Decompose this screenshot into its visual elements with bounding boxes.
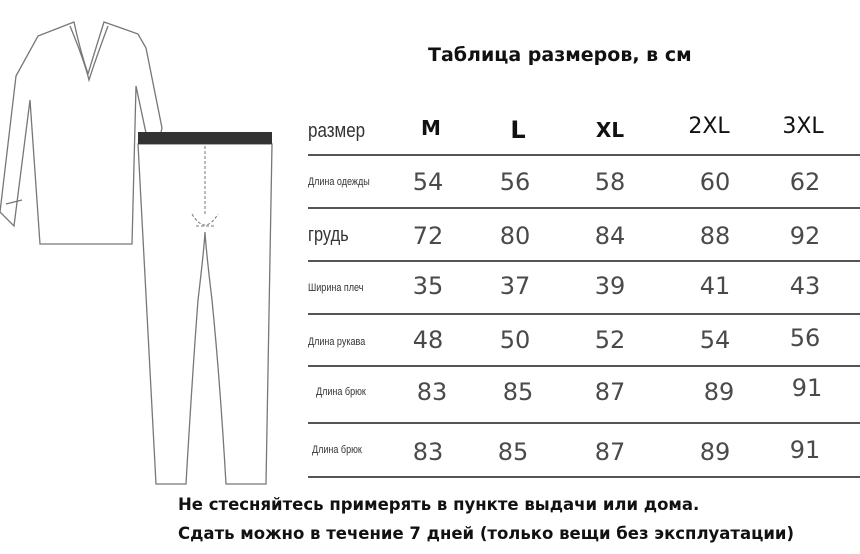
table-cell: 89 (703, 378, 735, 406)
size-2xl: 2XL (688, 114, 730, 139)
table-row (308, 314, 860, 366)
table-cell: 85 (502, 378, 534, 406)
size-header-label: размер (308, 120, 366, 142)
table-cell: 88 (699, 222, 731, 250)
table-cell: 62 (789, 168, 821, 196)
size-3xl: 3XL (782, 114, 824, 139)
footer-line-1: Не стесняйтесь примерять в пункте выдачи или дома. (178, 495, 700, 514)
table-cell: 85 (497, 438, 529, 466)
table-cell: 48 (412, 326, 444, 354)
row-label: Длина одежды (308, 176, 370, 188)
row-divider (308, 476, 860, 478)
table-row (308, 366, 860, 424)
table-row (308, 208, 860, 260)
row-label: грудь (308, 224, 349, 246)
table-cell: 50 (499, 326, 531, 354)
table-cell: 92 (789, 222, 821, 250)
table-cell: 43 (789, 272, 821, 300)
table-cell: 89 (699, 438, 731, 466)
table-cell: 87 (594, 378, 626, 406)
row-label: Длина брюк (312, 444, 362, 456)
table-cell: 39 (594, 272, 626, 300)
table-cell: 56 (499, 168, 531, 196)
table-cell: 84 (594, 222, 626, 250)
table-row (308, 260, 860, 312)
size-xl: XL (595, 118, 625, 142)
table-cell: 87 (594, 438, 626, 466)
table-cell: 56 (789, 324, 821, 352)
garment-illustration (0, 0, 300, 500)
leggings-icon (138, 132, 272, 484)
table-cell: 80 (499, 222, 531, 250)
row-label: Ширина плеч (308, 282, 364, 294)
size-l: L (510, 116, 526, 144)
size-m: M (421, 116, 441, 140)
waistband (138, 132, 272, 144)
table-cell: 35 (412, 272, 444, 300)
table-cell: 54 (412, 168, 444, 196)
row-label: Длина рукава (308, 336, 366, 348)
table-cell: 91 (789, 436, 821, 464)
table-row (308, 156, 860, 208)
header-row (308, 104, 860, 156)
row-label: Длина брюк (316, 386, 366, 398)
page-title: Таблица размеров, в см (428, 44, 692, 66)
table-cell: 91 (791, 374, 823, 402)
table-cell: 37 (499, 272, 531, 300)
table-cell: 54 (699, 326, 731, 354)
long-sleeve-shirt-icon (0, 22, 162, 244)
table-cell: 83 (416, 378, 448, 406)
table-cell: 83 (412, 438, 444, 466)
table-row (308, 424, 860, 480)
table-cell: 58 (594, 168, 626, 196)
footer-line-2: Сдать можно в течение 7 дней (только вещи без эксплуатации) (178, 524, 795, 543)
table-cell: 72 (412, 222, 444, 250)
table-cell: 52 (594, 326, 626, 354)
table-cell: 41 (699, 272, 731, 300)
table-cell: 60 (699, 168, 731, 196)
